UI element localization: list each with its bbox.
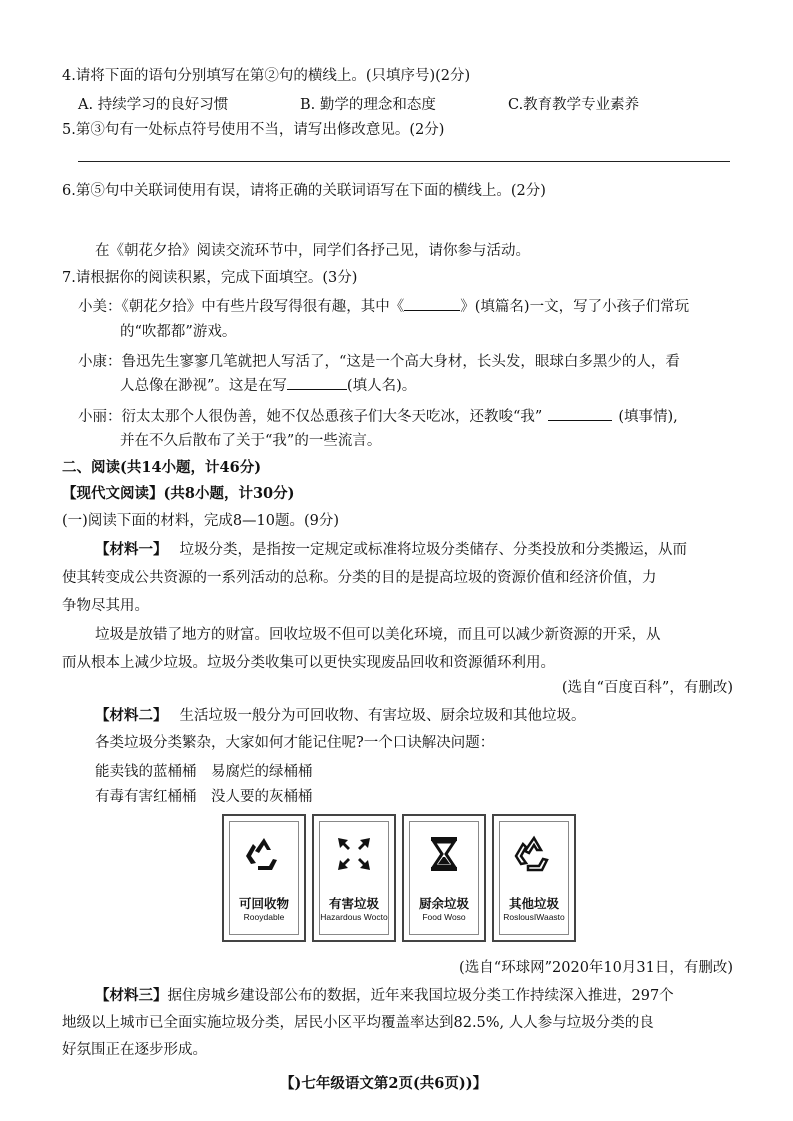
- material2-line1: [95, 704, 586, 725]
- material2-rhyme1: 能卖钱的蓝桶桶 易腐烂的绿桶桶: [95, 764, 313, 780]
- material3-line2: 地级以上城市已全面实施垃圾分类，居民小区平均覆盖率达到82.5%, 人人参与垃圾分类的良: [62, 1015, 654, 1031]
- material2-line2: 各类垃圾分类繁杂，大家如何才能记住呢?一个口诀解决问题：: [95, 735, 495, 751]
- q7-name-blank[interactable]: [287, 375, 347, 390]
- q4-prompt: 4.请将下面的语句分别填写在第②句的横线上。(只填序号)(2分): [62, 68, 471, 84]
- material1-line4: 垃圾是放错了地方的财富。回收垃圾不但可以美化环境，而且可以减少新资源的开采，从: [95, 627, 661, 643]
- material1-line1: [95, 538, 687, 559]
- q7-xiaomei-text-a: 小美：《朝花夕拾》中有些片段写得很有趣，其中《: [78, 299, 405, 315]
- waste-bin-figure: [222, 814, 578, 948]
- bin-recyclable: [222, 814, 306, 942]
- q7-xiaoli-text-b: (填事情),: [618, 409, 678, 425]
- q7-xiaokang-text-b: 人总像在渺视”。这是在写: [120, 378, 287, 394]
- material2-text-1: 生活垃圾一般分为可回收物、有害垃圾、厨余垃圾和其他垃圾。: [179, 708, 586, 724]
- material1-text-1: 垃圾分类，是指按一定规定或标准将垃圾分类储存、分类投放和分类搬运，从而: [179, 542, 687, 558]
- other-waste-recycle-icon: [514, 834, 554, 874]
- material3-line3: 好氛围正在逐步形成。: [62, 1042, 207, 1058]
- material2-rhyme2: 有毒有害红桶桶 没人要的灰桶桶: [95, 789, 313, 805]
- bin-other-waste-english: RoslousIWaasto: [503, 912, 565, 922]
- q7-title-blank[interactable]: [404, 296, 460, 311]
- reading-activity-intro: 在《朝花夕拾》阅读交流环节中，同学们各抒己见，请你参与活动。: [95, 243, 530, 259]
- bin-hazardous: [312, 814, 396, 942]
- q7-xiaomei-line1: [78, 295, 689, 316]
- q7-prompt: 7.请根据你的阅读积累，完成下面填空。(3分): [62, 270, 358, 286]
- material1-line2: 使其转变成公共资源的一系列活动的总称。分类的目的是提高垃圾的资源价值和经济价值，力: [62, 570, 657, 586]
- food-waste-icon: [424, 834, 464, 874]
- material1-line3: 争物尽其用。: [62, 598, 149, 614]
- q7-xiaoli-text-a: 小丽：衍太太那个人很伪善，她不仅怂恿孩子们大冬天吃冰，还教唆“我”: [78, 409, 543, 425]
- bin-other-waste: [492, 814, 576, 942]
- q7-xiaoli-line2: 并在不久后散布了关于“我”的一些流言。: [120, 433, 382, 449]
- material2-heading: 【材料二】: [95, 707, 168, 724]
- bin-other-waste-label: 其他垃圾: [508, 896, 559, 911]
- q5-prompt: 5.第③句有一处标点符号使用不当，请写出修改意见。(2分): [62, 122, 445, 138]
- recycle-icon: [244, 834, 284, 874]
- q7-event-blank[interactable]: [548, 406, 612, 421]
- material3-text-1: 据住房城乡建设部公布的数据，近年来我国垃圾分类工作持续深入推进，297个: [167, 988, 674, 1004]
- bin-hazardous-english: Hazardous Wocto: [320, 912, 388, 922]
- q7-xiaomei-line2: 的“吹都都”游戏。: [120, 324, 237, 340]
- bin-food-waste-label: 厨余垃圾: [418, 896, 469, 911]
- material1-line5: 而从根本上减少垃圾。垃圾分类收集可以更快实现废品回收和资源循环利用。: [62, 655, 555, 671]
- section2-title: 二、阅读(共14小题，计46分): [62, 459, 262, 476]
- material2-source: (选自“环球网”2020年10月31日，有删改): [459, 960, 733, 976]
- material1-heading: 【材料一】: [95, 541, 168, 558]
- q5-answer-line[interactable]: [78, 161, 730, 162]
- q7-xiaomei-text-b: 》(填篇名)一文，写了小孩子们常玩: [460, 299, 690, 315]
- q6-prompt: 6.第⑤句中关联词使用有误，请将正确的关联词语写在下面的横线上。(2分): [62, 183, 546, 199]
- bin-recyclable-english: Rooydable: [243, 912, 285, 922]
- q4-option-b: B. 勤学的理念和态度: [300, 97, 436, 113]
- q7-xiaoli-line1: [78, 405, 678, 426]
- q7-xiaokang-line2: [120, 374, 416, 395]
- bin-hazardous-label: 有害垃圾: [328, 896, 379, 911]
- hazard-arrows-icon: [334, 834, 374, 874]
- bin-food-waste: [402, 814, 486, 942]
- q7-xiaokang-line1: 小康：鲁迅先生寥寥几笔就把人写活了，“这是一个高大身材，长头发，眼球白多黑少的人，看: [78, 354, 680, 370]
- bin-food-waste-english: Food Woso: [422, 912, 466, 922]
- part1-instruction: (一)阅读下面的材料，完成8—10题。(9分): [62, 513, 340, 529]
- bin-recyclable-label: 可回收物: [238, 896, 289, 911]
- q4-option-c: C.教育教学专业素养: [508, 97, 640, 113]
- material3-line1: [95, 984, 674, 1005]
- modern-reading-heading: 【现代文阅读】(共8小题，计30分): [62, 485, 295, 502]
- page-footer: 【)七年级语文第2页(共6页))】: [280, 1075, 488, 1092]
- q7-xiaokang-text-c: (填人名)。: [346, 378, 417, 394]
- material1-source: (选自“百度百科”，有删改): [561, 680, 733, 696]
- material3-heading: 【材料三】: [95, 987, 168, 1004]
- q4-option-a: A. 持续学习的良好习惯: [78, 97, 229, 113]
